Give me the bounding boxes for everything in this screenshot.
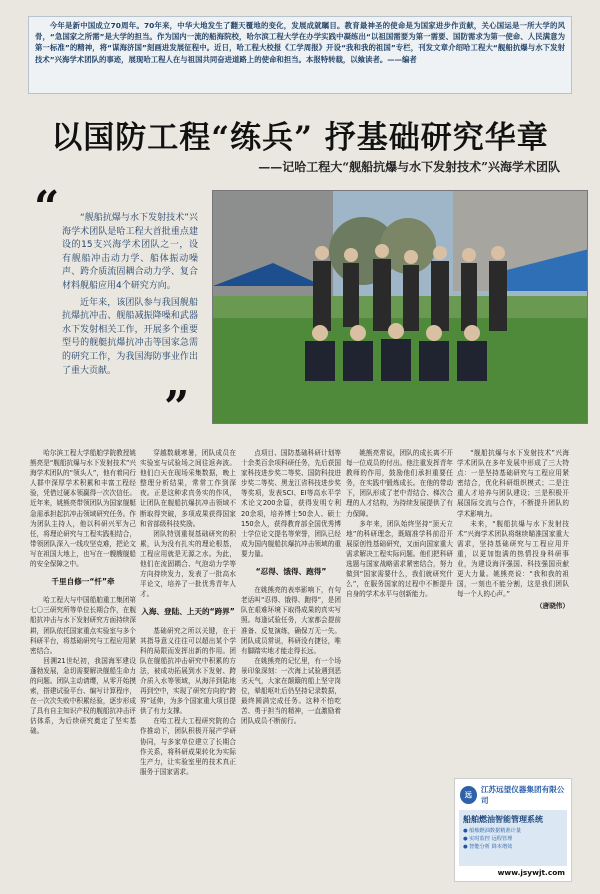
advertisement[interactable] xyxy=(454,778,572,882)
body-paragraph: 回溯21世纪初，我国海军建设蓬勃发展，急切需要解决舰船生命力的问题。团队主动请缨，从零开始摸索，搭建试验平台、编写计算程序，在一次次失败中积累经验，逐步形成了具有自主知识产权的舰船抗冲击评估体系，为后续研究奠定了坚实基础。 xyxy=(30,656,136,736)
body-paragraph: 在哈工程大工程研究院的合作推动下，团队积极开展产学研协同，与多家单位建立了长期合作关系，将科研成果转化为实际生产力，让实验室里的技术真正服务于国家需求。 xyxy=(140,717,236,776)
article-column-1 xyxy=(30,448,136,737)
body-paragraph: 哈工程大与中国船舶重工集团第七〇三研究所等单位长期合作，在舰船抗冲击与水下发射研究方面持续深耕，团队依托国家重点实验室与多个科研平台，将基础研究与工程应用紧密结合。 xyxy=(30,596,136,655)
ad-banner xyxy=(459,810,567,866)
body-paragraph: 多年来，团队始终坚持“顶天立地”的科研理念，既瞄准学科前沿开展原创性基础研究，又面向国家重大需求解决工程实际问题。他们把科研选题与国家战略需求紧密结合，努力做到“国家需要什么，我们就研究什么”，在服务国家的过程中不断提升自身的学术水平与创新能力。 xyxy=(346,519,453,599)
headline: 以国防工程“练兵” 抒基础研究华章 xyxy=(51,120,549,156)
body-paragraph: 在姚熊亮的表率影响下，有句老话叫“忍得、饿得、跑得”，是团队在艰难环境下取得成果的真实写照。每逢试验任务，大家都会提前准备、反复演练，确保万无一失。团队成员常说，科研没有捷径，唯有脚踏实地才能走得长远。 xyxy=(241,586,341,655)
article-column-2 xyxy=(140,448,236,777)
ad-header xyxy=(455,779,571,808)
article-column-4 xyxy=(346,448,453,599)
close-quote-mark: ” xyxy=(164,382,190,433)
section-heading: 入海、登陆、上天的“跨界” xyxy=(141,607,235,617)
article-column-3 xyxy=(241,448,341,726)
team-group-photo xyxy=(212,190,588,424)
ad-website-link[interactable]: www.jsywjt.com xyxy=(497,868,565,877)
body-paragraph: 穿越数载寒暑，团队成员在实验室与试验场之间往返奔波。他们白天在现场采集数据，晚上整理分析结果，常常工作到深夜。正是这种求真务实的作风，让团队在舰船抗爆抗冲击领域不断取得突破，多项成果获得国家和省部级科技奖励。 xyxy=(140,449,236,528)
lede-block xyxy=(62,212,198,381)
ad-bullet: ● 船舶燃油数据精准计量 xyxy=(463,828,522,834)
subheadline: ——记哈工程大“舰船抗爆与水下发射技术”兴海学术团队 xyxy=(258,160,560,174)
ad-title: 船舶燃油智能管理系统 xyxy=(463,815,543,824)
body-paragraph: 哈尔滨工程大学船舶学院教授姚熊亮是“舰船抗爆与水下发射技术”兴海学术团队的“领头人”，他有着同行人群中深厚学术积累和丰富工程经验，凭借过硬本领赢得一次次信任。近年来，姚熊亮带领团队为国家舰艇急需承担起抗冲击领域研究任务。作为团队主持人，他以科研兴军为己任，将理论研究与工程实践相结合，带领团队深入一线攻坚克难，把论文写在祖国大地上，也写在一艘艘舰船的安全保障之中。 xyxy=(30,449,136,569)
section-heading: “忍得、饿得、跑得” xyxy=(255,567,327,577)
lede-paragraph: “舰船抗爆与水下发射技术”兴海学术团队是哈工程大首批重点建设的15支兴海学术团队之一，设有舰船冲击动力学、船体振动噪声、跨介质流固耦合动力学、复合材料舰船应用4个研究方向。 xyxy=(62,213,198,291)
ad-bullet-list xyxy=(459,825,567,851)
body-paragraph: 团队特别重视基础研究的积累，认为没有扎实的理论根基，工程应用就是无源之水。为此，他们在流固耦合、气泡动力学等方向持续发力，发表了一批高水平论文，培养了一批优秀青年人才。 xyxy=(140,529,236,599)
author-byline: （唐晓伟） xyxy=(536,602,569,611)
editor-note-box xyxy=(28,16,572,94)
ad-company-name: 江苏远望仪器集团有限公司 xyxy=(480,785,565,805)
body-paragraph: 基础研究之所以关键，在于其指导意义往往可以超出某个学科的局限而发挥出新的作用。团队在舰船抗冲击研究中积累的方法，被成功拓展到水下发射、跨介质入水等领域，从海洋到陆地再到空中，实现了研究方向的“跨界”延伸，为多个国家重大项目提供了有力支撑。 xyxy=(140,626,236,716)
section-heading: 千里自修一“忏”牵 xyxy=(51,577,115,587)
article-column-5 xyxy=(457,448,569,612)
body-paragraph: 在姚熊亮的记忆里，有一个场景印象深刻：一次海上试验遇到恶劣天气，大家在颠簸的船上坚守岗位，晕船呕吐后仍坚持记录数据，最终圆满完成任务。这种不怕吃苦、勇于担当的精神，一直激励着团队成员不断前行。 xyxy=(241,656,341,726)
ad-bullet: ● 实时监控 远程管理 xyxy=(463,836,513,842)
editor-note-text: 今年是新中国成立70周年。70年来，中华大地发生了翻天覆地的变化，发展成就瞩目。教育最神圣的使命是为国家进步作贡献，关心国运是一所大学的风骨，“急国家之所需”是大学的担当。作为国内一流的船海院校，哈尔滨工程大学在办学实践中凝练出“以祖国需要为第一需要、国防需求为第一使命、人民满意为第一标准”的精神，将“谋海济国”刻画进发展征程中。近日，哈工程大校报《工学周报》开设“我和我的祖国”专栏，刊发文章介绍哈工程大“舰船抗爆与水下发射技术”兴海学术团队的事迹，展现哈工程人在与祖国共同奋进道路上的使命和担当。本报特转载，以飨读者。——编者 xyxy=(35,21,565,64)
body-paragraph: 姚熊亮常说，团队的成长离不开每一位成员的付出。他注重发挥青年教师的作用，鼓励他们承担重要任务，在实践中锻炼成长。在他的带动下，团队形成了老中青结合、梯次合理的人才结构，为持续发展提供了有力保障。 xyxy=(346,449,453,518)
team-photo-illustration xyxy=(213,191,588,424)
lede-paragraph: 近年来，该团队参与我国舰船抗爆抗冲击、舰船减振降噪和武器水下发射相关工作，开展多个重要型号的舰艇抗爆抗冲击等国家急需的研究工作，为我国海防事业作出了重大贡献。 xyxy=(62,297,198,376)
body-paragraph: 未来，“舰船抗爆与水下发射技术”兴海学术团队将继续瞄准国家重大需求，坚持基础研究与工程应用并重，以更加饱满的热情投身科研事业，为建设海洋强国、科技强国贡献更大力量。姚熊亮说：“我和我的祖国，一刻也不能分割，这是我们团队每一个人的心声。” xyxy=(457,519,569,599)
ad-bullet: ● 智能分析 降本增效 xyxy=(463,844,513,850)
open-quote-mark: “ xyxy=(34,182,60,233)
company-logo: 远 xyxy=(460,786,477,804)
body-paragraph: 点项目、国防基础科研计划等十余类百余项科研任务，先后获国家科技进步奖二等奖、国防科技进步奖二等奖、黑龙江省科技进步奖等奖项，发表SCI、EI等高水平学术论文200余篇，获得发明专利20余项，培养博士50余人、硕士150余人，获得教育部全国优秀博士学位论文提名等荣誉，团队已经成为国内舰船抗爆抗冲击领域的重要力量。 xyxy=(241,449,341,558)
body-paragraph: “舰船抗爆与水下发射技术”兴海学术团队在多年发展中形成了三大特点：一是坚持基础研究与工程应用紧密结合，优化科研组织模式；二是注重人才培养与团队建设；三是积极开展国际交流与合作，不断提升团队的学术影响力。 xyxy=(457,449,569,518)
